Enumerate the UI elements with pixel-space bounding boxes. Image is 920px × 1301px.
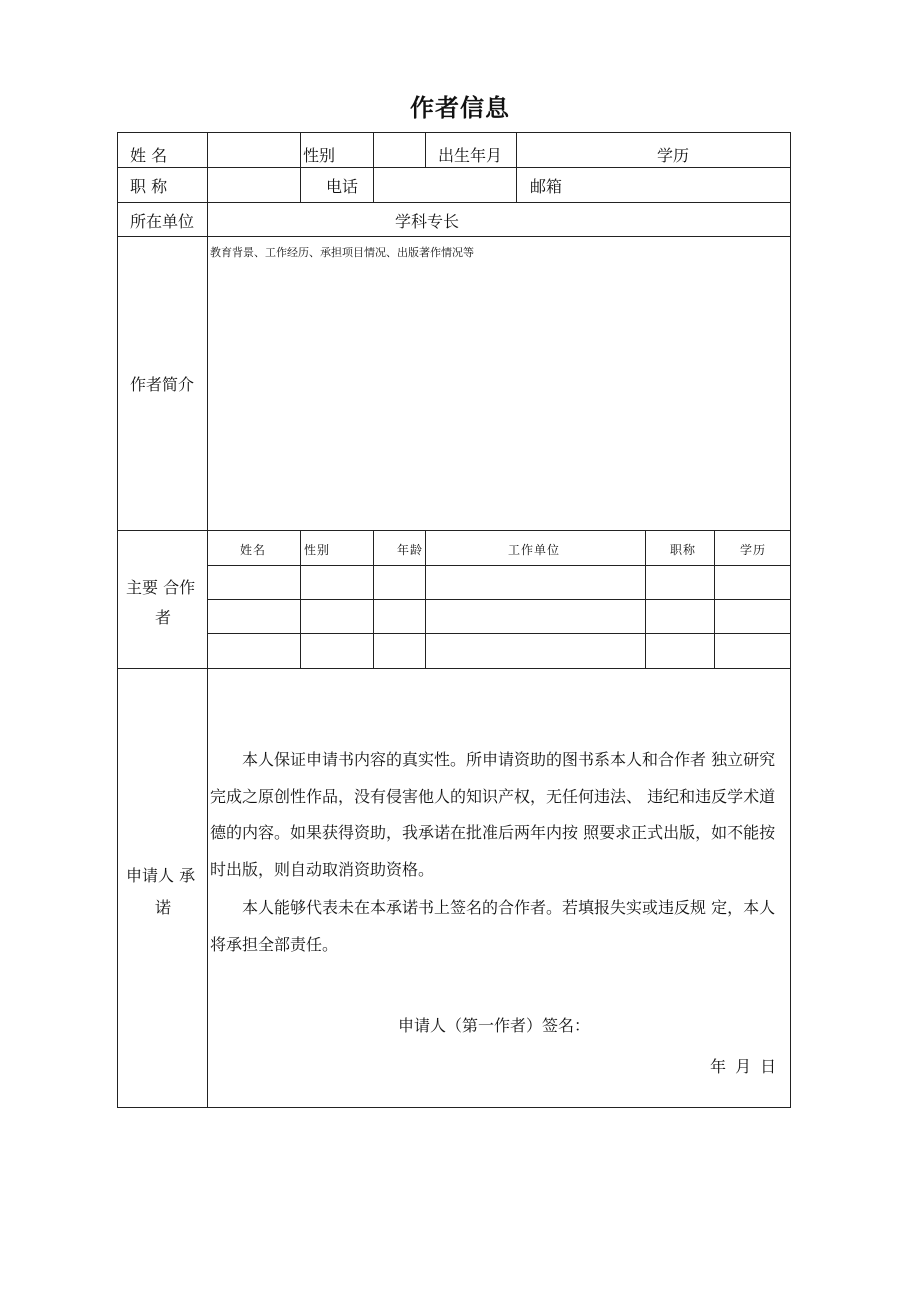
cell-divider [300,132,301,167]
bio-textarea[interactable] [208,262,790,530]
row-divider [117,236,791,237]
email-label: 邮箱 [530,177,563,196]
education-field[interactable] [700,133,790,167]
coauthor-1-gender-field[interactable] [301,566,373,599]
pledge-label-cont: 诺 [155,898,172,917]
coauthor-3-workplace-field[interactable] [426,634,645,668]
bio-hint: 教育背景、工作经历、承担项目情况、出版著作情况等 [210,246,474,259]
cell-divider [425,132,426,167]
organization-label: 所在单位 [130,212,195,231]
organization-field[interactable] [208,203,388,236]
pledge-label: 申请人 承 [126,866,196,885]
job-title-field[interactable] [208,168,300,202]
coauthors-label: 主要 合作 [126,578,196,597]
coauthor-1-name-field[interactable] [208,566,300,599]
coauthor-2-gender-field[interactable] [301,600,373,633]
row-divider [117,668,791,669]
name-label: 姓 名 [130,146,168,165]
cell-divider [300,167,301,202]
bio-label: 作者简介 [130,375,195,394]
coauthor-header-workplace: 工作单位 [508,543,561,557]
name-field[interactable] [208,133,300,167]
gender-label: 性别 [303,146,336,165]
coauthor-3-education-field[interactable] [715,634,790,668]
table-border-bottom [117,1107,791,1108]
coauthor-1-age-field[interactable] [374,566,425,599]
coauthor-header-age: 年龄 [397,543,424,557]
coauthor-3-age-field[interactable] [374,634,425,668]
phone-field[interactable] [374,168,516,202]
coauthor-2-name-field[interactable] [208,600,300,633]
education-label: 学历 [657,146,690,165]
specialty-label: 学科专长 [395,212,460,231]
coauthor-2-title-field[interactable] [646,600,714,633]
coauthor-2-workplace-field[interactable] [426,600,645,633]
cell-divider [516,167,517,202]
coauthor-header-education: 学历 [740,543,767,557]
page-title: 作者信息 [410,94,510,122]
table-border-right [790,132,791,1108]
coauthor-1-education-field[interactable] [715,566,790,599]
coauthor-3-name-field[interactable] [208,634,300,668]
email-field[interactable] [570,168,790,202]
signature-label: 申请人（第一作者）签名： [398,1016,591,1035]
coauthor-header-gender: 性别 [304,543,331,557]
pledge-paragraph-2: 本人能够代表未在本承诺书上签名的合作者。若填报失实或违反规 定，本人将承担全部责任。 [210,898,776,954]
specialty-field[interactable] [465,203,790,236]
row-divider [117,530,791,531]
birth-date-label: 出生年月 [438,146,503,165]
job-title-label: 职 称 [130,177,168,196]
coauthor-header-title: 职称 [670,543,697,557]
phone-label: 电话 [326,177,359,196]
coauthor-2-age-field[interactable] [374,600,425,633]
date-label: 年 月 日 [710,1057,777,1076]
coauthor-header-name: 姓名 [240,543,267,557]
coauthors-label-cont: 者 [155,608,172,627]
coauthor-3-gender-field[interactable] [301,634,373,668]
table-border-left [117,132,118,1108]
pledge-text [210,742,790,963]
coauthor-1-workplace-field[interactable] [426,566,645,599]
coauthor-1-title-field[interactable] [646,566,714,599]
coauthor-2-education-field[interactable] [715,600,790,633]
birth-date-field[interactable] [517,133,657,167]
pledge-paragraph-1: 本人保证申请书内容的真实性。所申请资助的图书系本人和合作者 独立研究完成之原创性作品，没有侵害他人的知识产权，无任何违法、 违纪和违反学术道德的内容。如果获得资助，我承诺在批准后两年内按 照要求正式出版，如不能按时出版，则自动取消资助资格。 [210,750,776,879]
coauthor-3-title-field[interactable] [646,634,714,668]
gender-field[interactable] [374,133,425,167]
signature-field[interactable] [590,1012,780,1040]
